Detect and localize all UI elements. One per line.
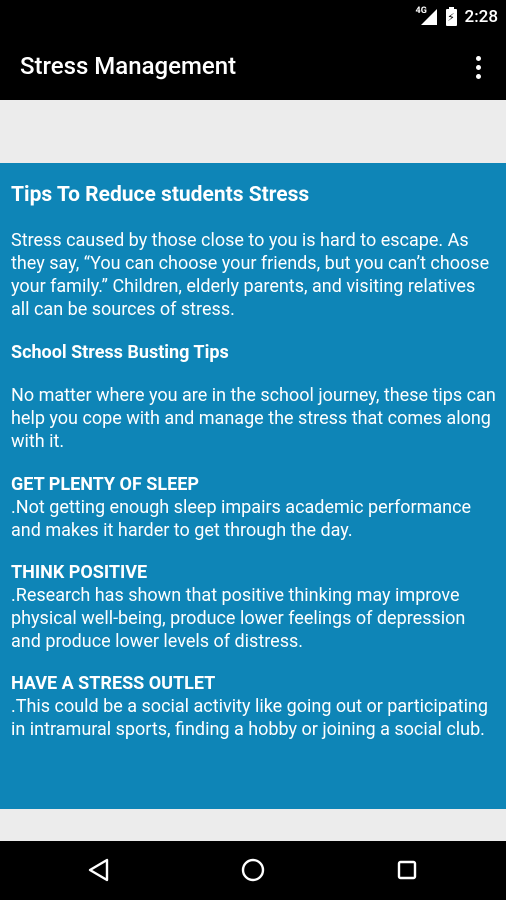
overflow-menu-icon[interactable] xyxy=(468,52,488,82)
tip-text: .Research has shown that positive thinking may improve physical well-being, produce lower feelings of depression and produce lower levels of distress. xyxy=(11,585,466,652)
network-type: 4G xyxy=(415,6,427,16)
tip-title: GET PLENTY OF SLEEP xyxy=(11,474,199,495)
status-icons xyxy=(416,0,498,34)
content-card xyxy=(0,163,506,809)
battery-icon: ⚡ xyxy=(447,10,455,24)
status-bar xyxy=(0,0,506,34)
tip-title: THINK POSITIVE xyxy=(11,562,148,583)
tip-section xyxy=(11,473,496,542)
tip-title: HAVE A STRESS OUTLET xyxy=(11,673,216,694)
home-icon[interactable] xyxy=(238,855,268,885)
content-heading: Tips To Reduce students Stress xyxy=(11,183,310,207)
tip-section xyxy=(11,672,496,741)
navigation-bar xyxy=(0,841,506,900)
lead-paragraph: No matter where you are in the school journey, these tips can help you cope with and manage the stress that comes along with it. xyxy=(11,385,496,452)
app-bar xyxy=(0,34,506,100)
intro-paragraph: Stress caused by those close to you is hard to escape. As they say, “You can choose your friends, but you can’t choose your family.” Children, elderly parents, and visiting relatives all can be sources of stress. xyxy=(11,230,490,320)
back-icon[interactable] xyxy=(84,855,114,885)
recents-icon[interactable] xyxy=(392,855,422,885)
clock: 2:28 xyxy=(464,7,498,27)
tip-text: .Not getting enough sleep impairs academic performance and makes it harder to get through the day. xyxy=(11,497,472,541)
signal-icon xyxy=(416,8,438,26)
app-title: Stress Management xyxy=(20,52,237,80)
tip-text: .This could be a social activity like going out or participating in intramural sports, finding a hobby or joining a social club. xyxy=(11,696,488,740)
subheading: School Stress Busting Tips xyxy=(11,342,229,363)
tip-section xyxy=(11,561,496,653)
